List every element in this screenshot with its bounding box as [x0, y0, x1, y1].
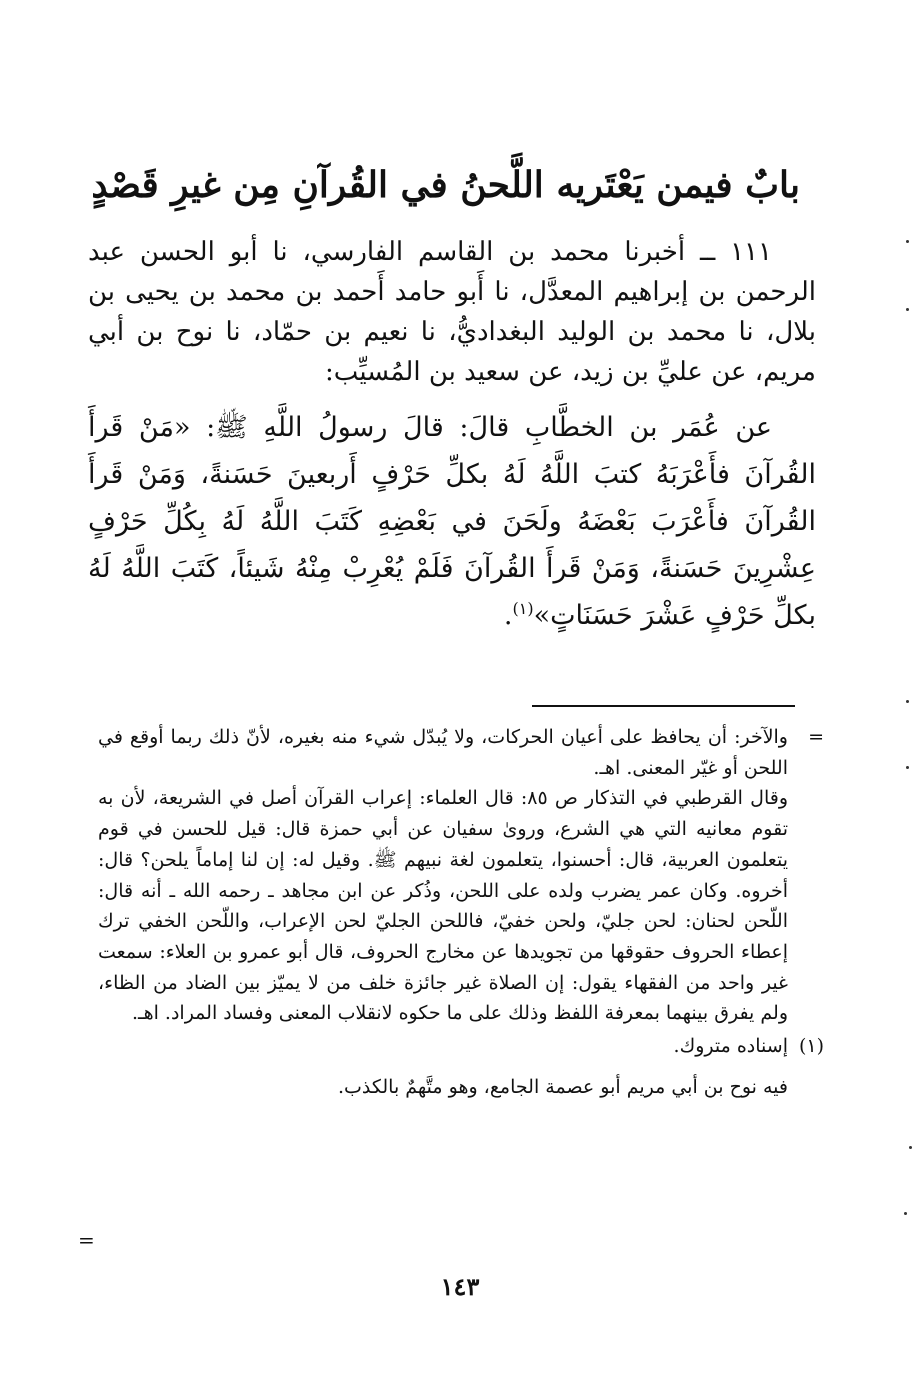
scan-speck	[904, 1212, 907, 1215]
footnote-1	[98, 1031, 824, 1062]
scan-speck	[906, 240, 909, 243]
footnote-separator	[532, 705, 795, 707]
footnote-1-detail: فيه نوح بن أبي مريم أبو عصمة الجامع، وهو متَّهمٌ بالكذب.	[337, 1075, 788, 1098]
hadith-matn-text: عن عُمَر بن الخطَّابِ قالَ: قالَ رسولُ اللَّهِ ﷺ: «مَنْ قَرأَ القُرآنَ فأَعْرَبَهُ كتبَ اللَّهُ لَهُ بكلِّ حَرْفٍ أَربعينَ حَسَنةً، وَمَنْ قَرأَ القُرآنَ فأَعْرَبَ بَعْضَهُ ولَحَنَ في بَعْضِهِ كَتَبَ اللَّهُ لَهُ بِكُلِّ حَرْفٍ عِشْرِينَ حَسَنةً، وَمَنْ قَرأَ القُرآنَ فَلَمْ يُعْرِبْ مِنْهُ شَيئاً، كَتَبَ اللَّهُ لَهُ بكلِّ حَرْفٍ عَشْرَ حَسَنَاتٍ»	[88, 412, 816, 631]
footnote-continues-mark: =	[78, 1228, 95, 1252]
scan-speck	[906, 308, 909, 311]
scan-speck	[906, 700, 909, 703]
matn-ending: .	[503, 600, 513, 631]
scan-speck	[909, 1146, 912, 1149]
page-number: ١٤٣	[440, 1272, 480, 1301]
footnote-1-number: (١)	[798, 1035, 824, 1058]
footnote-continued	[98, 722, 824, 783]
footnote-qurtubi: وقال القرطبي في التذكار ص ٨٥: قال العلماء: إعراب القرآن أصل في الشريعة، لأن به تقوم معانيه التي هي الشرع، وروىٰ سفيان عن أبي حمزة قال: قيل للحسن في قوم يتعلمون العربية، قال: أحسنوا، يتعلمون لغة نبيهم ﷺ. وقيل له: إن لنا إماماً يلحن؟ قال: أخروه. وكان عمر يضرب ولده على اللحن، وذُكر عن ابن مجاهد ـ رحمه الله ـ أنه قال: اللّحن لحنان: لحن جليّ، ولحن خفيّ، فاللحن الجليّ لحن الإعراب، واللّحن الخفي ترك إعطاء الحروف حقوقها من تجويدها عن مخارج الحروف، قال أبو عمرو بن العلاء: سمعت غير واحد من الفقهاء يقول: إن الصلاة غير جائزة خلف من لا يميّز بين الضاد من الظاء، ولم يفرق بينهما بمعرفة اللفظ وذلك على ما حكوه لانقلاب المعنى وفساد المراد. اهـ.	[98, 787, 789, 1025]
footnote-marker[interactable]: (١)	[512, 599, 534, 618]
footnotes	[98, 722, 824, 1102]
footnote-1-text: إسناده متروك.	[673, 1035, 788, 1058]
footnote-continued-text: والآخر: أن يحافظ على أعيان الحركات، ولا يُبدّل شيء منه بغيره، لأنّ ذلك ربما أوقع في اللحن أو غيّر المعنى. اهـ.	[98, 726, 788, 779]
chapter-title: بابٌ فيمن يَعْتَريه اللَّحنُ في القُرآنِ مِن غيرِ قَصْدٍ	[91, 164, 800, 207]
hadith-isnad: ١١١ ــ أخبرنا محمد بن القاسم الفارسي، نا أبو الحسن عبد الرحمن بن إبراهيم المعدَّل، نا أَبو حامد أَحمد بن محمد بن يحيى بن بلال، نا محمد بن الوليد البغداديُّ، نا نعيم بن حمّاد، نا نوح بن أبي مريم، عن عليِّ بن زيد، عن سعيد بن المُسيِّب:	[88, 237, 816, 387]
hadith-matn	[88, 404, 816, 639]
scan-speck	[906, 766, 909, 769]
hadith-body	[88, 232, 816, 639]
